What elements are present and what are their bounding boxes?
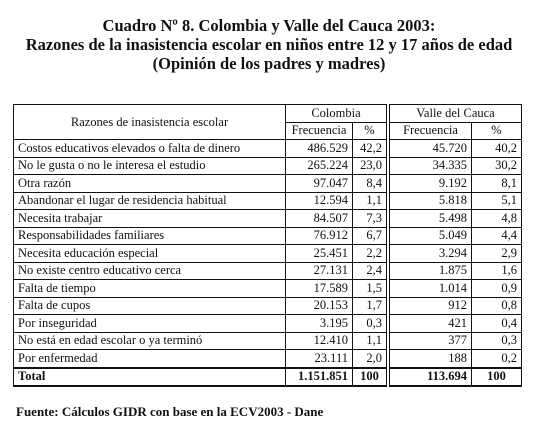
header-colombia: Colombia (286, 105, 387, 123)
valle-freq-cell: 45.720 (390, 140, 472, 158)
title-line-2: Razones de la inasistencia escolar en niños entre 12 y 17 años de edad (25, 35, 513, 54)
total-valle-freq: 113.694 (390, 368, 472, 387)
colombia-freq-cell: 3.195 (286, 315, 353, 333)
reason-cell: No existe centro educativo cerca (14, 262, 286, 280)
data-table (13, 104, 522, 387)
colombia-freq-cell: 486.529 (286, 140, 353, 158)
valle-pct-cell: 0,4 (472, 315, 522, 333)
colombia-freq-cell: 23.111 (286, 350, 353, 368)
table-row (14, 280, 522, 298)
colombia-freq-cell: 20.153 (286, 297, 353, 315)
table-row (14, 175, 522, 193)
reason-cell: Por enfermedad (14, 350, 286, 368)
source-note: Fuente: Cálculos GIDR con base en la ECV2003 - Dane (16, 404, 324, 419)
valle-freq-cell: 9.192 (390, 175, 472, 193)
reason-cell: Necesita educación especial (14, 245, 286, 263)
colombia-pct-cell: 2,2 (353, 245, 387, 263)
table-body (14, 140, 522, 387)
valle-freq-cell: 5.049 (390, 227, 472, 245)
reason-cell: No está en edad escolar o ya terminó (14, 332, 286, 350)
table-row (14, 350, 522, 368)
reason-cell: No le gusta o no le interesa el estudio (14, 157, 286, 175)
header-colombia-freq: Frecuencia (286, 122, 353, 140)
total-row (14, 368, 522, 387)
colombia-pct-cell: 2,0 (353, 350, 387, 368)
colombia-pct-cell: 6,7 (353, 227, 387, 245)
colombia-freq-cell: 265.224 (286, 157, 353, 175)
header-row-groups (14, 105, 522, 123)
colombia-pct-cell: 23,0 (353, 157, 387, 175)
total-label: Total (14, 368, 286, 387)
valle-pct-cell: 5,1 (472, 192, 522, 210)
valle-pct-cell: 0,3 (472, 332, 522, 350)
reason-cell: Por inseguridad (14, 315, 286, 333)
title-line-3: (Opinión de los padres y madres) (152, 54, 386, 73)
reason-cell: Falta de tiempo (14, 280, 286, 298)
colombia-freq-cell: 12.410 (286, 332, 353, 350)
header-reasons: Razones de inasistencia escolar (14, 105, 286, 140)
colombia-freq-cell: 17.589 (286, 280, 353, 298)
colombia-freq-cell: 12.594 (286, 192, 353, 210)
valle-pct-cell: 0,9 (472, 280, 522, 298)
valle-freq-cell: 377 (390, 332, 472, 350)
colombia-pct-cell: 1,1 (353, 192, 387, 210)
table-row (14, 245, 522, 263)
total-valle-pct: 100 (472, 368, 522, 387)
valle-pct-cell: 30,2 (472, 157, 522, 175)
header-colombia-pct: % (353, 122, 387, 140)
valle-freq-cell: 1.014 (390, 280, 472, 298)
table-row (14, 192, 522, 210)
valle-freq-cell: 188 (390, 350, 472, 368)
colombia-pct-cell: 1,1 (353, 332, 387, 350)
valle-freq-cell: 1.875 (390, 262, 472, 280)
header-valle: Valle del Cauca (390, 105, 522, 123)
valle-pct-cell: 2,9 (472, 245, 522, 263)
colombia-freq-cell: 84.507 (286, 210, 353, 228)
reason-cell: Falta de cupos (14, 297, 286, 315)
reason-cell: Abandonar el lugar de residencia habitual (14, 192, 286, 210)
reason-cell: Costos educativos elevados o falta de dinero (14, 140, 286, 158)
colombia-pct-cell: 7,3 (353, 210, 387, 228)
valle-freq-cell: 421 (390, 315, 472, 333)
reason-cell: Responsabilidades familiares (14, 227, 286, 245)
valle-freq-cell: 5.498 (390, 210, 472, 228)
colombia-freq-cell: 27.131 (286, 262, 353, 280)
colombia-freq-cell: 76.912 (286, 227, 353, 245)
valle-pct-cell: 40,2 (472, 140, 522, 158)
colombia-freq-cell: 97.047 (286, 175, 353, 193)
table-row (14, 157, 522, 175)
header-valle-pct: % (472, 122, 522, 140)
valle-freq-cell: 5.818 (390, 192, 472, 210)
colombia-pct-cell: 1,7 (353, 297, 387, 315)
total-colombia-pct: 100 (353, 368, 387, 387)
table-row (14, 297, 522, 315)
valle-pct-cell: 0,2 (472, 350, 522, 368)
valle-pct-cell: 4,4 (472, 227, 522, 245)
colombia-pct-cell: 2,4 (353, 262, 387, 280)
reason-cell: Necesita trabajar (14, 210, 286, 228)
colombia-pct-cell: 0,3 (353, 315, 387, 333)
table-row (14, 315, 522, 333)
valle-pct-cell: 8,1 (472, 175, 522, 193)
colombia-pct-cell: 1,5 (353, 280, 387, 298)
valle-freq-cell: 34.335 (390, 157, 472, 175)
title-line-1: Cuadro Nº 8. Colombia y Valle del Cauca 2003: (102, 16, 436, 35)
colombia-pct-cell: 42,2 (353, 140, 387, 158)
colombia-freq-cell: 25.451 (286, 245, 353, 263)
reason-cell: Otra razón (14, 175, 286, 193)
total-colombia-freq: 1.151.851 (286, 368, 353, 387)
valle-pct-cell: 1,6 (472, 262, 522, 280)
table-title (0, 16, 538, 73)
table-row (14, 262, 522, 280)
table-row (14, 210, 522, 228)
colombia-pct-cell: 8,4 (353, 175, 387, 193)
table-row (14, 332, 522, 350)
valle-freq-cell: 912 (390, 297, 472, 315)
table-row (14, 227, 522, 245)
table-row (14, 140, 522, 158)
valle-pct-cell: 4,8 (472, 210, 522, 228)
valle-freq-cell: 3.294 (390, 245, 472, 263)
valle-pct-cell: 0,8 (472, 297, 522, 315)
header-valle-freq: Frecuencia (390, 122, 472, 140)
